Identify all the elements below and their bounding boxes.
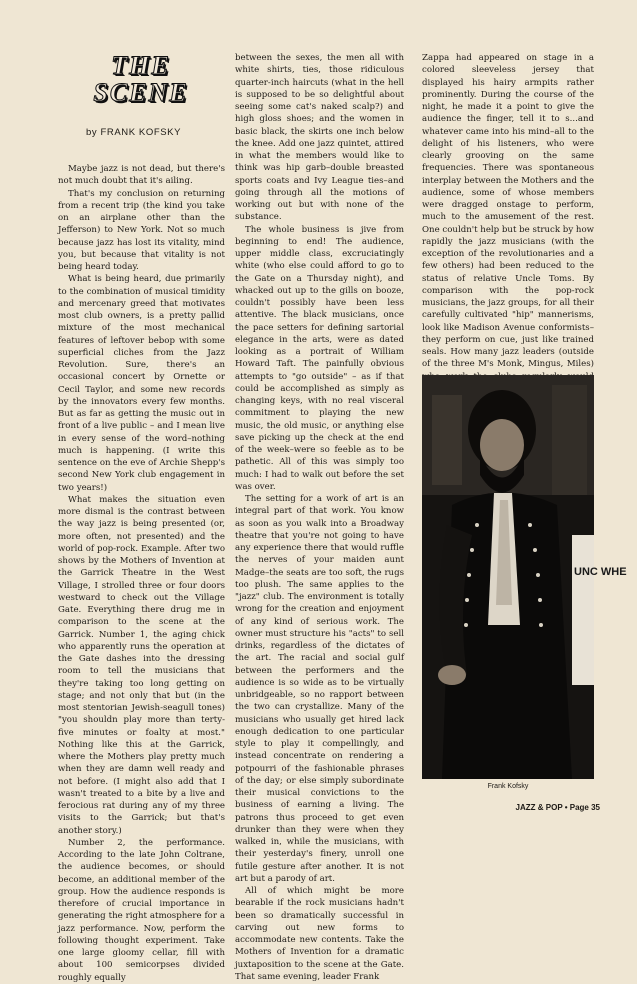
paragraph: The whole business is jive from beginning to end! The audience, upper middle class, excruciatingly white (who else could afford to go to the Gate on a Thursday night), and whacked out up to the gills on booze, couldn't possibly have been less attentive. The black musicians, once the pace setters for defining sartorial elegance in the arts, were as dated looking as a portrait of William Howard Taft. The painfully obvious attempts to "go outside" – as if that could be accomplished as simply as changing keys, with no real visceral commitment to playing the new music, the old music, or anything else save picking up the check at the end of the week–were so feeble as to be pathetic. All of this was simply too much: I had to walk out before the set was over. <box>235 224 404 492</box>
paragraph: What makes the situation even more dismal is the contrast between the way jazz is being presented (or, more often, not presented) and the world of pop-rock. Example. After two shows by the Mothers of Invention at the Garrick Theatre in the West Village, I strolled three or four doors westward to check out the Village Gate. Everything there drug me in comparison to the scene at the Garrick. Number 1, the aging chick who apparently runs the operation at the Gate dashes into the dressing room to tell the musicians that they're taking too long getting on stage; and not only that but (in the most stentorian Jewish-seagull tones) "you shouldn play more than terty-five minutes or foalty at most." Nothing like this at the Garrick, where the Mothers play pretty much when they are damn well ready and not before. (I might also add that I wasn't treated to a bite by a live and ferocious rat during any of my three visits to the Garrick; but that's another story.) <box>58 494 225 836</box>
paragraph: The setting for a work of art is an integral part of that work. You know as soon as you walk into a Broadway theatre that you're not going to have any experience there that would ruffle the nerves of your maiden aunt Madge–the seats are too soft, the rugs too plush. The same applies to the "jazz" club. The environment is totally wrong for the creation and enjoyment of any kind of serious work. The owner must structure his "acts" to sell drinks, regardless of the dictates of the art. The racial and social gulf between the performers and the audience is so wide as to be virtually unbridgeable, so no rapport between the two can crystallize. Many of the musicians who usually get hired lack enough dedication to one particular style to play it compellingly, and instead concentrate on rendering a potpourri of the fashionable phrases of the day; or else simply subordinate their musical convictions to the business of earning a living. The patrons thus proceed to get even drunker than they were when they walked in, while the musicians, with their yesterday's finery, unroll one futile gesture after another. It is not art but a parody of art. <box>235 494 404 884</box>
paragraph: Zappa had appeared on stage in a colored sleeveless jersey that displayed his hairy armpits rather prominently. During the course of the night, he made it a point to give the audience the finger, tell it to s...and whatever came into his mind–all to the delight of his listeners, who were clearly grooving on the same frequencies. There was spontaneous interplay between the Mothers and the audience, some of whose members were dragged onstage to perform, much to the amusement of the rest. One couldn't help but be struck by how rapidly the jazz musicians (with the exception of the revolutionaries and a few others) had been reduced to the status of relative Uncle Toms. By comparison with the pop-rock musicians, the jazz groups, for all their carefully cultivated "hip" mannerisms, look like Madison Avenue conformists–they perform on cue, just like trained seals. How many jazz leaders (outside of the three M's Monk, Mingus, Miles) <box>422 53 594 370</box>
paragraph: All of which might be more bearable if the rock musicians hadn't been so dramatically successful in carving out new forms to accommodate new contents. Take the Mothers of Invention for a dramatic juxtaposition to the scene at the Gate. That same evening, leader Frank <box>235 886 404 982</box>
paragraph: Maybe jazz is not dead, but there's not much doubt that it's ailing. <box>58 164 225 187</box>
paragraph: between the sexes, the men all with white shirts, ties, those ridiculous quarter-inch haircuts (what in the hell is supposed to be so delightful about seeing some cat's naked scalp?) and high gloss shoes; and the women in basic black, the skirts one inch below the knee. Add one jazz quintet, attired in what the members would like to think was hip garb–double breasted sports coats and Ivy League ties–and going through all the motions of working out but with none of the substance. <box>235 53 404 223</box>
byline: by FRANK KOFSKY <box>86 127 182 138</box>
title-line-2: SCENE <box>93 78 189 107</box>
paragraph: That's my conclusion on returning from a recent trip (the kind you take on an airplane other than the Jefferson) to New York. Not so much because jazz has lost its vitality, mind you, but because that vitality is not being heard today. <box>58 188 225 272</box>
article-title <box>82 52 200 106</box>
paragraph: Number 2, the performance. According to the late John Coltrane, the audience becomes, or should become, an additional member of the group. How the audience responds is therefore of crucial importance in generating the right atmosphere for a jazz performance. Now, perform the following thought experiment. Take one large gloomy cellar, fill with about 100 semicorpses divided roughly equally <box>58 837 225 983</box>
sign-text: UNC WHE <box>574 566 627 578</box>
title-line-1: THE <box>111 51 171 80</box>
column-2 <box>235 52 404 983</box>
column-1 <box>58 163 225 984</box>
paragraph: What is being heard, due primarily to the combination of musical timidity and mercenary greed that motivates most club owners, is a pretty pallid mixture of the most mechanical features of leftover bebop with some superficial cliches from the Jazz Revolution. Sure, there's an occasional concert by Ornette or Cecil Taylor, and some new records by the innovators every few months. But as far as getting the music out in front of a live public – and I mean live in every sense of the word–nothing much is happening. (I write this sentence on the eve of Archie Shepp's second New York club engagement in two years!) <box>58 274 225 493</box>
page-footer: JAZZ & POP • Page 35 <box>515 803 600 812</box>
photo-caption: Frank Kofsky <box>487 783 529 790</box>
author-photo <box>422 375 627 779</box>
